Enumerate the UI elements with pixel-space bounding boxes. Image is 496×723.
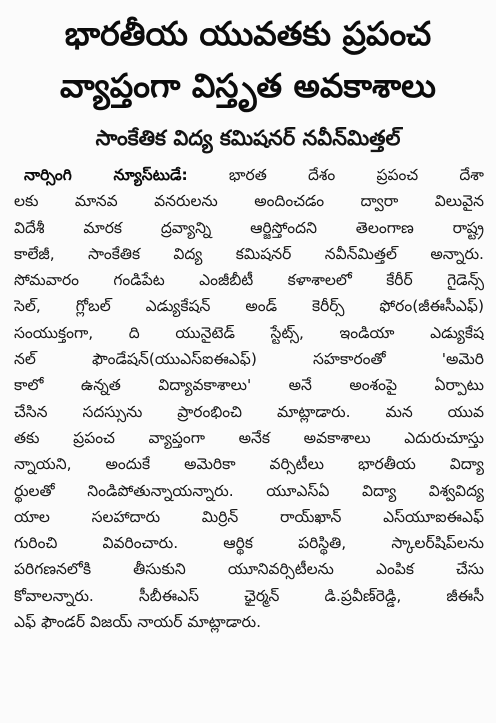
article-line: యాల సలహాదారు మిర్రిన్ రాయ్‌ఖాన్ ఎస్‌యూఐఈఎఫ్‌ bbox=[14, 507, 484, 526]
article-line: కాలేజీ, సాంకేతిక విద్య కమిషనర్ నవీన్‌మిత్తల్ అన్నారు. bbox=[14, 244, 484, 263]
article-line: కోవాలన్నారు. సీబీఈఎస్ ఛైర్మన్ డి.ప్రవీణ్‌రెడ్డి, జీఈసీ bbox=[14, 586, 484, 605]
subheadline: సాంకేతిక విద్య కమిషనర్ నవీన్‌మిత్తల్ bbox=[95, 126, 401, 150]
dateline: నార్సింగి న్యూస్‌టుడే: bbox=[24, 166, 188, 184]
article-line: లకు మానవ వనరులను అందించడం ద్వారా విలువైన bbox=[14, 192, 484, 211]
article-line: సంయుక్తంగా, ది యునైటెడ్ స్టేట్స్, ఇండియా ఎడ్యుకేష bbox=[14, 323, 484, 342]
article-line: నల్ ఫౌండేషన్(యుఎస్‌ఐఈఎఫ్) సహకారంతో 'అమెరి bbox=[14, 350, 484, 369]
article-body bbox=[14, 162, 484, 635]
article-line: పరిగణనలోకి తీసుకుని యూనివర్సిటీలను ఎంపిక చేసు bbox=[14, 560, 484, 579]
article-line: విదేశీ మారక ద్రవ్యాన్ని ఆర్జిస్తోందని తెలంగాణ రాష్ట్ర bbox=[14, 218, 484, 237]
article-line: ర్థులతో నిండిపోతున్నాయన్నారు. యూఎస్‌ఏ విద్యా విశ్వవిద్య bbox=[14, 481, 484, 500]
article-line: కాలో ఉన్నత విద్యావకాశాలు' అనే అంశంపై ఏర్పాటు bbox=[14, 376, 484, 395]
headline-line-1: భారతీయ యువతకు ప్రపంచ bbox=[64, 14, 432, 53]
article-line: సెల్, గ్లోబల్ ఎడ్యుకేషన్ అండ్ కెరీర్స్ ఫోరం(జీఈసీఎఫ్) bbox=[14, 297, 484, 316]
article-line: న్నాయని, అందుకే అమెరికా వర్సిటీలు భారతీయ విద్యా bbox=[14, 455, 484, 474]
article-first-line bbox=[14, 162, 484, 188]
article-line: తకు ప్రపంచ వ్యాప్తంగా అనేక అవకాశాలు ఎదురుచూస్తు bbox=[14, 428, 484, 447]
first-line-text: భారత దేశం ప్రపంచ దేశా bbox=[187, 166, 484, 184]
article-line: చేసిన సదస్సును ప్రారంభించి మాట్లాడారు. మన యువ bbox=[14, 402, 484, 421]
article-line: గురించి వివరించారు. ఆర్థిక పరిస్థితి, స్కాలర్‌షిప్‌లను bbox=[14, 534, 484, 553]
headline-line-2: వ్యాప్తంగా విస్తృత అవకాశాలు bbox=[60, 66, 436, 105]
article-line: సోమవారం గండిపేట ఎంజీబీటీ కళాశాలలో కేరీర్ గైడెన్స్ bbox=[14, 271, 484, 290]
article-line: ఎఫ్ ఫౌండర్ విజయ్ నాయర్ మాట్లాడారు. bbox=[14, 613, 261, 632]
